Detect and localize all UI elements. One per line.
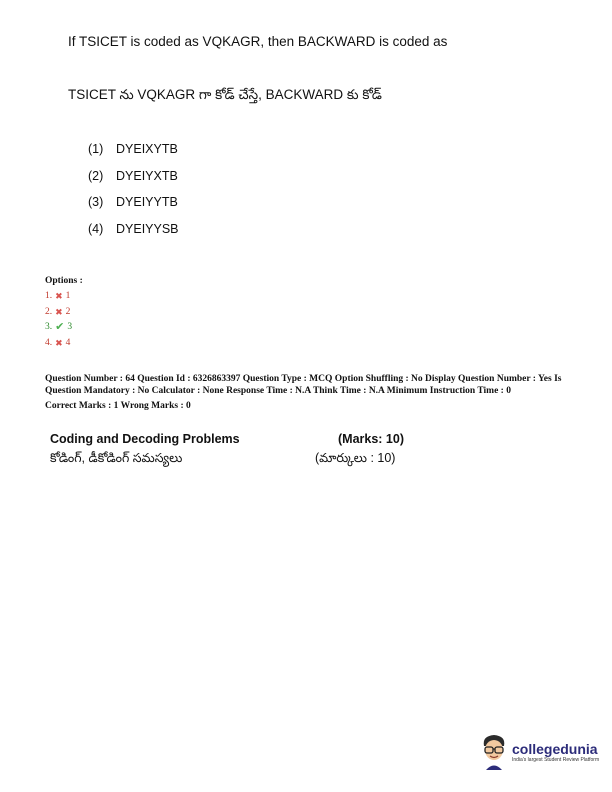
options-block [45,276,83,351]
check-icon: ✔ [55,321,65,333]
option-index: 1. [45,291,53,301]
cross-icon: ✖ [55,291,63,301]
choice-2 [88,169,179,196]
choice-4 [88,222,179,249]
choice-3 [88,195,179,222]
choice-text: DYEIYYSB [116,221,179,236]
answer-choices [88,142,179,248]
option-value: 1 [65,291,71,301]
choice-number: (4) [88,221,104,236]
question-metadata [45,373,565,412]
option-index: 2. [45,306,53,317]
choice-text: DYEIYYTB [116,195,178,209]
option-4 [45,336,83,352]
choice-text: DYEIYXTB [116,168,178,183]
cross-icon: ✖ [55,337,63,348]
logo-name: collegedunia [512,741,598,757]
option-3 [45,320,83,336]
question-telugu: TSICET ను VQKAGR గా కోడ్ చేస్తే, BACKWARD కు కోడ్ [68,87,382,102]
option-value: 3 [67,322,73,332]
question-marks: Correct Marks : 1 Wrong Marks : 0 [45,401,191,411]
cross-icon: ✖ [55,306,63,317]
mascot-icon [480,734,508,770]
option-2 [45,305,83,321]
option-1 [45,289,83,305]
choice-text: DYEIXYTB [116,142,178,156]
section-title-telugu: కోడింగ్, డీకోడింగ్ సమస్యలు [50,451,183,465]
option-value: 2 [65,306,71,317]
choice-number: (1) [88,142,104,156]
option-value: 4 [65,337,71,348]
question-details: Question Number : 64 Question Id : 6326863397 Question Type : MCQ Option Shuffling : No Display Question Number : Yes Is Question Mandatory : No Calculator : None Response Time : N.A Think Time : N.A Minimum Instruction Time : 0 [45,374,562,396]
choice-number: (3) [88,195,104,209]
choice-1 [88,142,179,169]
option-index: 4. [45,337,53,348]
question-english: If TSICET is coded as VQKAGR, then BACKWARD is coded as [68,34,448,49]
options-header: Options : [45,276,83,286]
section-marks-english: (Marks: 10) [338,432,404,446]
logo-tagline: India's largest Student Review Platform [512,757,600,763]
section-title-english: Coding and Decoding Problems [50,432,240,446]
option-index: 3. [45,322,53,332]
collegedunia-logo [480,734,599,770]
section-marks-telugu: (మార్కులు : 10) [315,451,396,465]
choice-number: (2) [88,168,104,183]
